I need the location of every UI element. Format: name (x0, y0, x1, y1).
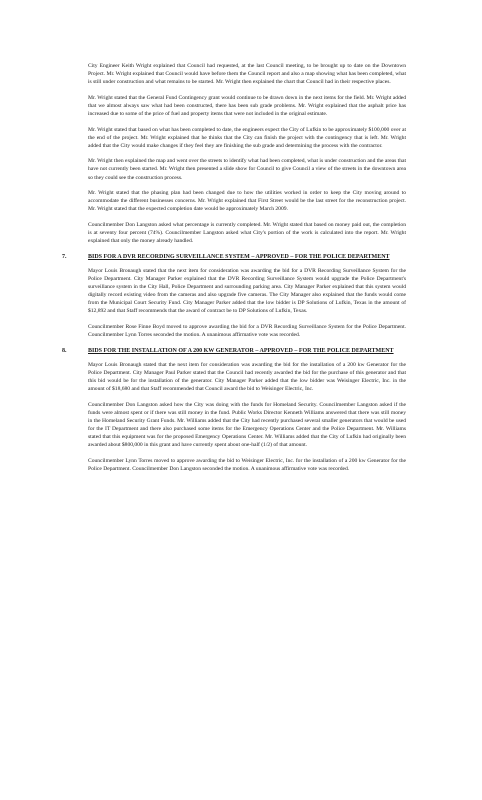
paragraph: Councilmember Don Langston asked how the City was doing with the funds for Homeland Security. Councilmember Langston asked if the funds were almost spent or if there was still money in the fund. Public Works Director Kenneth Williams answered that there was still money in the Homeland Security Grant Funds. Mr. Williams added that the City had recently purchased several smaller generators that would be used for the IT Department and there also purchased some items for the Emergency Operations Center and the Police Department. Mr. Williams stated that this equipment was for the proposed Emergency Operations Center. Mr. Williams added that the City of Lufkin had originally been awarded about $800,000 in this grant and have currently spent about one-half (1/2) of that amount. (88, 401, 406, 449)
paragraph: Mr. Wright then explained the map and went over the streets to identify what had been completed, what is under construction and the areas that have not currently been started. Mr. Wright then presented a slide show for Council to give Council a view of the streets in the downtown area so they could see the construction process. (88, 158, 406, 181)
section-heading-8 (62, 347, 406, 355)
paragraph: Mr. Wright stated that based on what has been completed to date, the engineers expect the City of Lufkin to be approximately $100,000 over at the end of the project. Mr. Wright explained that he thinks that the City can finish the project with the contingency that is left. Mr. Wright added that the City would make changes if they feel they are finishing the sub grade and determining the process with the contractor. (88, 126, 406, 149)
section-heading-7 (62, 253, 406, 261)
paragraph: Mayor Louis Bronaugh stated that the next item for consideration was awarding the bid for the installation of a 200 kw Generator for the Police Department. City Manager Paul Parker stated that the Council had recently awarded the bid for the purchase of this generator and that this bid would be for the installation of the generator. City Manager Parker added that the low bidder was Weisinger Electric, Inc. in the amount of $18,680 and that Staff recommended that Council award the bid to Weisinger Electric, Inc. (88, 362, 406, 393)
section-title: BIDS FOR A DVR RECORDING SURVEILLANCE SYSTEM – APPROVED – FOR THE POLICE DEPARTMENT (88, 253, 390, 260)
page-body (62, 62, 406, 481)
section-number: 7. (62, 253, 67, 260)
paragraph: Councilmember Lynn Torres moved to approve awarding the bid to Weisinger Electric, Inc. for the installation of a 200 kw Generator for the Police Department. Councilmember Don Langston seconded the motion. A unanimous affirmative vote was recorded. (88, 457, 406, 473)
paragraph: Councilmember Don Langston asked what percentage is currently completed. Mr. Wright stated that based on money paid out, the completion is at seventy four percent (74%). Councilmember Langston asked what City's portion of the work is calculated into the report. Mr. Wright explained that only the money already handled. (88, 221, 406, 245)
paragraph: Mr. Wright stated that the General Fund Contingency grant would continue to be drawn down in the next items for the field. Mr. Wright added that we almost always saw what had been constructed, there has been sub grade problems. Mr. Wright explained that the asphalt price has increased due to some of the price of fuel and property items that were not included in the original estimate. (88, 94, 406, 117)
section-number: 8. (62, 347, 67, 354)
paragraph: Mayor Louis Bronaugh stated that the next item for consideration was awarding the bid for a DVR Recording Surveillance System for the Police Department. City Manager Parker explained that the DVR Recording Surveillance System would upgrade the Police Department's surveillance system in the City Hall, Police Department and surrounding parking area. City Manager Parker explained that this system would digitally record existing video from the cameras and also upgrade five cameras. The City Manager also explained that the funds would come from the Municipal Court Security Fund. City Manager Parker added that the low bidder is DP Solutions of Lufkin, Texas in the amount of $12,892 and that Staff recommends that the award of contract be to DP Solutions of Lufkin, Texas. (88, 267, 406, 315)
paragraph: Mr. Wright stated that the phasing plan had been changed due to how the utilities worked in order to keep the City moving around to accommodate the different businesses concerns. Mr. Wright explained that First Street would be the last street for the reconstruction project. Mr. Wright stated that the expected completion date would be approximately March 2009. (88, 190, 406, 213)
paragraph: City Engineer Keith Wright explained that Council had requested, at the last Council meeting, to be brought up to date on the Downtown Project. Mr. Wright explained that Council would have before them the Council report and also a map showing what has been completed, what is still under construction and what remains to be started. Mr. Wright then explained the chart that Council had in their respective places. (88, 63, 406, 86)
paragraph: Councilmember Rose Finne Boyd moved to approve awarding the bid for a DVR Recording Surveillance System for the Police Department. Councilmember Lynn Torres seconded the motion. A unanimous affirmative vote was recorded. (88, 324, 406, 339)
section-title: BIDS FOR THE INSTALLATION OF A 200 KW GENERATOR – APPROVED – FOR THE POLICE DEPARTMENT (88, 347, 394, 354)
